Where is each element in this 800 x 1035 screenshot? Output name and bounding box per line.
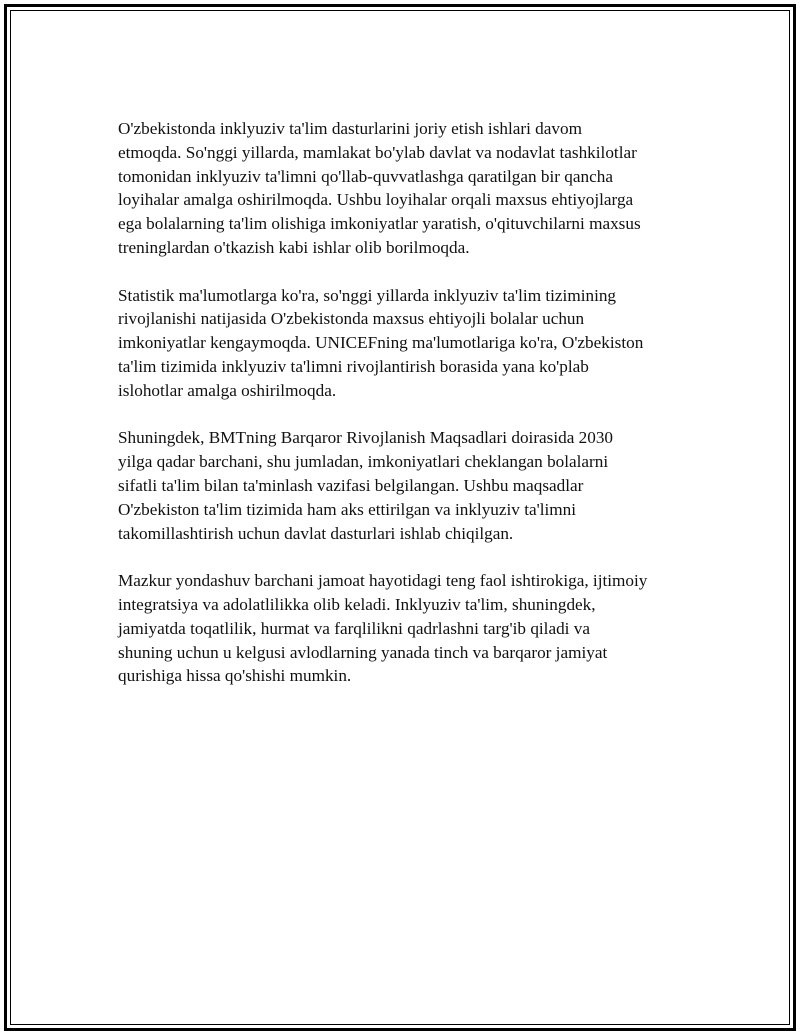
text-line: takomillashtirish uchun davlat dasturlari ishlab chiqilgan. [118, 523, 514, 543]
text-line: islohotlar amalga oshirilmoqda. [118, 380, 337, 400]
text-line: loyihalar amalga oshirilmoqda. Ushbu loyihalar orqali maxsus ehtiyojlarga [118, 190, 634, 210]
text-line: Shuningdek, BMTning Barqaror Rivojlanish Maqsadlari doirasida 2030 [118, 428, 614, 448]
paragraph-4 [118, 569, 698, 688]
paragraph-3 [118, 426, 698, 545]
text-line: yilga qadar barchani, shu jumladan, imkoniyatlari cheklangan bolalarni [118, 452, 609, 472]
text-line: etmoqda. So'nggi yillarda, mamlakat bo'ylab davlat va nodavlat tashkilotlar [118, 142, 637, 162]
text-line: O'zbekistonda inklyuziv ta'lim dasturlarini joriy etish ishlari davom [118, 119, 582, 138]
text-line: ta'lim tizimida inklyuziv ta'limni rivojlantirish borasida yana ko'plab [118, 356, 589, 376]
text-line: ega bolalarning ta'lim olishiga imkoniyatlar yaratish, o'qituvchilarni maxsus [118, 214, 641, 234]
text-line: imkoniyatlar kengaymoqda. UNICEFning ma'lumotlariga ko'ra, O'zbekiston [118, 333, 644, 353]
document-body [118, 117, 698, 712]
text-line: rivojlanishi natijasida O'zbekistonda maxsus ehtiyojli bolalar uchun [118, 309, 585, 329]
text-line: treninglardan o'tkazish kabi ishlar olib borilmoqda. [118, 237, 470, 257]
text-line: jamiyatda toqatlilik, hurmat va farqlilikni qadrlashni targ'ib qiladi va [118, 618, 590, 638]
text-line: sifatli ta'lim bilan ta'minlash vazifasi belgilangan. Ushbu maqsadlar [118, 475, 584, 495]
text-line: Mazkur yondashuv barchani jamoat hayotidagi teng faol ishtirokiga, ijtimoiy [118, 571, 648, 591]
text-line: integratsiya va adolatlilikka olib keladi. Inklyuziv ta'lim, shuningdek, [118, 594, 596, 614]
text-line: Statistik ma'lumotlarga ko'ra, so'nggi yillarda inklyuziv ta'lim tizimining [118, 285, 617, 305]
paragraph-1 [118, 117, 698, 260]
text-line: qurishiga hissa qo'shishi mumkin. [118, 666, 352, 686]
text-line: shuning uchun u kelgusi avlodlarning yanada tinch va barqaror jamiyat [118, 642, 608, 662]
text-line: O'zbekiston ta'lim tizimida ham aks ettirilgan va inklyuziv ta'limni [118, 499, 576, 519]
paragraph-2 [118, 284, 698, 403]
text-line: tomonidan inklyuziv ta'limni qo'llab-quvvatlashga qaratilgan bir qancha [118, 166, 613, 186]
